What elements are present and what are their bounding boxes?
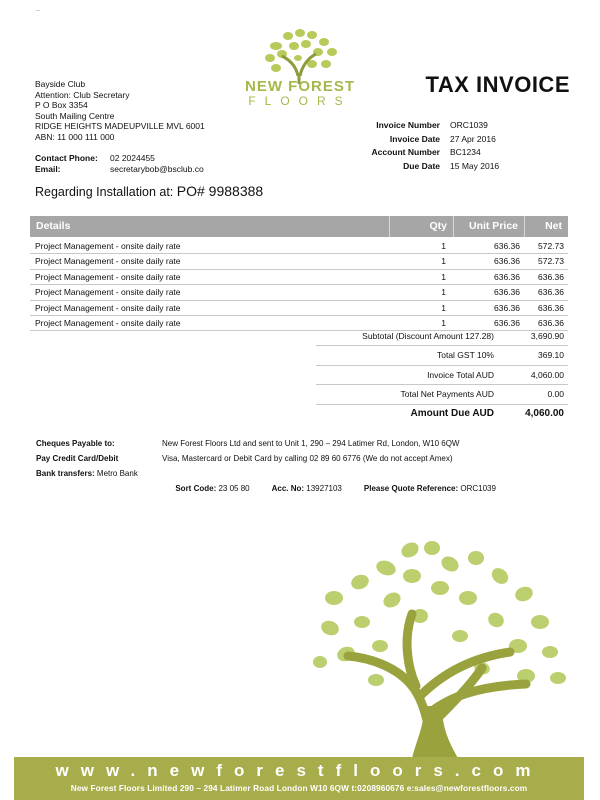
cell-unit-price: 636.36 bbox=[494, 241, 520, 251]
gst-row bbox=[316, 346, 568, 365]
address-line: Bayside Club bbox=[35, 79, 86, 89]
cell-qty: 1 bbox=[441, 302, 446, 313]
meta-label: Invoice Number bbox=[376, 120, 440, 130]
acc-no-value: 13927103 bbox=[304, 484, 342, 493]
regarding-prefix: Regarding Installation at: bbox=[35, 185, 177, 199]
amount-due-value: 4,060.00 bbox=[525, 407, 564, 419]
gst-value: 369.10 bbox=[538, 350, 564, 361]
address-line: South Mailing Centre bbox=[35, 110, 115, 121]
cell-qty: 1 bbox=[441, 271, 446, 282]
logo-wordmark-bottom: FLOORS bbox=[248, 94, 352, 108]
net-payments-value: 0.00 bbox=[547, 389, 564, 400]
bank-label: Bank transfers: bbox=[36, 469, 95, 478]
col-header-qty: Qty bbox=[390, 216, 454, 237]
meta-label: Due Date bbox=[403, 160, 440, 171]
table-row bbox=[30, 254, 568, 269]
invoice-number: ORC1039 bbox=[450, 120, 488, 130]
subtotal-value: 3,690.90 bbox=[530, 331, 564, 341]
address-line: ABN: 11 000 111 000 bbox=[35, 131, 115, 142]
address-line: Attention: Club Secretary bbox=[35, 89, 130, 100]
invoice-meta bbox=[340, 119, 560, 173]
invoice-total-label: Invoice Total AUD bbox=[427, 369, 494, 380]
bill-to-address bbox=[35, 79, 205, 143]
line-items-table bbox=[30, 216, 568, 331]
sort-code-value: 23 05 80 bbox=[216, 484, 250, 493]
phone-label: Contact Phone: bbox=[35, 153, 98, 163]
reference-value: ORC1039 bbox=[458, 484, 496, 493]
cheques-text: New Forest Floors Ltd and sent to Unit 1, 290 – 294 Latimer Rd, London, W10 6QW bbox=[162, 439, 460, 448]
cell-unit-price: 636.36 bbox=[494, 287, 520, 298]
net-payments-label: Total Net Payments AUD bbox=[400, 389, 494, 400]
cell-unit-price: 636.36 bbox=[494, 256, 520, 267]
cell-net: 572.73 bbox=[538, 241, 564, 251]
cell-net: 636.36 bbox=[538, 302, 564, 313]
meta-label: Account Number bbox=[371, 147, 440, 157]
cell-qty: 1 bbox=[441, 241, 446, 251]
col-header-unit-price: Unit Price bbox=[454, 216, 525, 237]
cheques-label: Cheques Payable to: bbox=[36, 439, 115, 448]
table-row bbox=[30, 301, 568, 316]
address-line: RIDGE HEIGHTS MADEUPVILLE MVL 6001 bbox=[35, 121, 205, 132]
reference-label: Please Quote Reference: bbox=[363, 484, 459, 493]
gst-label: Total GST 10% bbox=[436, 350, 494, 361]
amount-due-label: Amount Due AUD bbox=[410, 407, 494, 419]
col-header-net: Net bbox=[545, 220, 562, 232]
sort-code-label: Sort Code: bbox=[175, 484, 217, 493]
contact-details bbox=[35, 153, 204, 175]
card-text: Visa, Mastercard or Debit Card by calling 02 89 60 6776 (We do not accept Amex) bbox=[162, 454, 453, 463]
footer-website: www.newforestfloors.com bbox=[55, 761, 543, 780]
logo-wordmark-top: NEW FOREST bbox=[245, 78, 355, 95]
contact-row bbox=[35, 153, 204, 164]
totals-block bbox=[316, 327, 568, 423]
cell-qty: 1 bbox=[441, 287, 446, 298]
cell-unit-price: 636.36 bbox=[494, 317, 520, 328]
bank-name: Metro Bank bbox=[94, 469, 138, 478]
meta-row bbox=[340, 146, 560, 160]
subtotal-row bbox=[316, 327, 568, 346]
email-value: secretarybob@bsclub.co bbox=[110, 164, 204, 174]
cell-details: Project Management - onsite daily rate bbox=[35, 256, 181, 267]
amount-due-row bbox=[316, 405, 568, 423]
due-date: 15 May 2016 bbox=[450, 160, 500, 171]
pay-row bbox=[36, 436, 496, 451]
net-payments-row bbox=[316, 385, 568, 404]
cell-net: 572.73 bbox=[538, 256, 564, 267]
meta-row bbox=[340, 119, 560, 133]
cell-unit-price: 636.36 bbox=[494, 271, 520, 282]
phone-value: 02 2024455 bbox=[110, 153, 155, 163]
cell-qty: 1 bbox=[441, 256, 446, 267]
regarding-line bbox=[35, 183, 263, 199]
table-row bbox=[30, 285, 568, 300]
acc-no-label: Acc. No: bbox=[271, 484, 305, 493]
account-number: BC1234 bbox=[450, 147, 481, 157]
cell-qty: 1 bbox=[441, 317, 446, 328]
card-label: Pay Credit Card/Debit bbox=[36, 454, 119, 463]
meta-row bbox=[340, 160, 560, 174]
cell-details: Project Management - onsite daily rate bbox=[35, 317, 181, 328]
misc-mark: -- bbox=[36, 8, 40, 14]
cell-net: 636.36 bbox=[538, 271, 564, 282]
invoice-total-value: 4,060.00 bbox=[530, 369, 564, 380]
contact-row bbox=[35, 164, 204, 175]
cell-details: Project Management - onsite daily rate bbox=[35, 271, 181, 282]
col-header-details: Details bbox=[30, 216, 390, 237]
email-label: Email: bbox=[35, 164, 61, 174]
footer-address: New Forest Floors Limited 290 – 294 Latimer Road London W10 6QW t:0208960676 e:sales@newforestfloors.com bbox=[70, 783, 528, 793]
cell-details: Project Management - onsite daily rate bbox=[35, 241, 181, 251]
meta-row bbox=[340, 133, 560, 147]
document-title: TAX INVOICE bbox=[425, 72, 570, 97]
table-row bbox=[30, 239, 568, 254]
cell-details: Project Management - onsite daily rate bbox=[35, 287, 181, 298]
bank-row bbox=[36, 466, 496, 511]
payment-instructions bbox=[36, 436, 496, 511]
cell-net: 636.36 bbox=[538, 287, 564, 298]
address-line: P O Box 3354 bbox=[35, 100, 88, 111]
subtotal-label: Subtotal (Discount Amount 127.28) bbox=[362, 331, 494, 341]
pay-row bbox=[36, 451, 496, 466]
cell-details: Project Management - onsite daily rate bbox=[35, 302, 181, 313]
po-number: PO# 9988388 bbox=[176, 183, 264, 199]
table-row bbox=[30, 270, 568, 285]
cell-net: 636.36 bbox=[538, 317, 564, 328]
meta-label: Invoice Date bbox=[389, 133, 440, 144]
invoice-date: 27 Apr 2016 bbox=[450, 133, 496, 144]
table-header bbox=[30, 216, 568, 237]
cell-unit-price: 636.36 bbox=[494, 302, 520, 313]
invoice-total-row bbox=[316, 366, 568, 385]
decorative-tree-icon bbox=[300, 536, 590, 758]
